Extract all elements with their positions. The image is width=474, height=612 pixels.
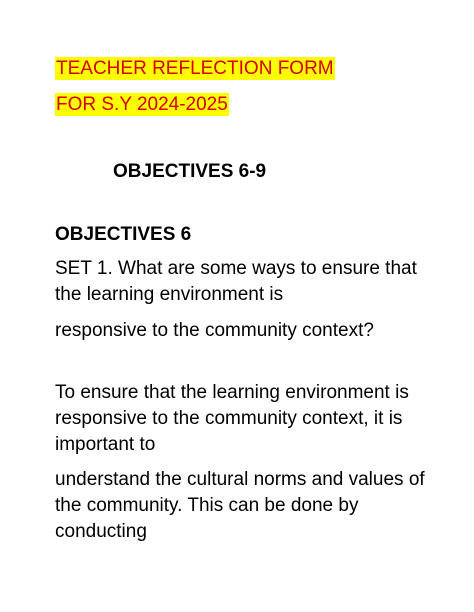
form-title: TEACHER REFLECTION FORM [56, 58, 334, 79]
question-line: responsive to the community context? [55, 320, 374, 341]
answer-line: responsive to the community context, it is [55, 408, 403, 429]
question-line: SET 1. What are some ways to ensure that [55, 258, 417, 279]
answer-line: the community. This can be done by [55, 495, 359, 516]
school-year-label: FOR S.Y 2024-2025 [56, 94, 228, 115]
answer-line: To ensure that the learning environment is [55, 382, 409, 403]
answer-line: conducting [55, 521, 147, 542]
section-heading: OBJECTIVES 6-9 [113, 161, 267, 182]
question-line: the learning environment is [55, 284, 284, 305]
objective-heading: OBJECTIVES 6 [55, 224, 192, 245]
answer-line: important to [55, 434, 156, 455]
answer-line: understand the cultural norms and values of [55, 469, 425, 490]
